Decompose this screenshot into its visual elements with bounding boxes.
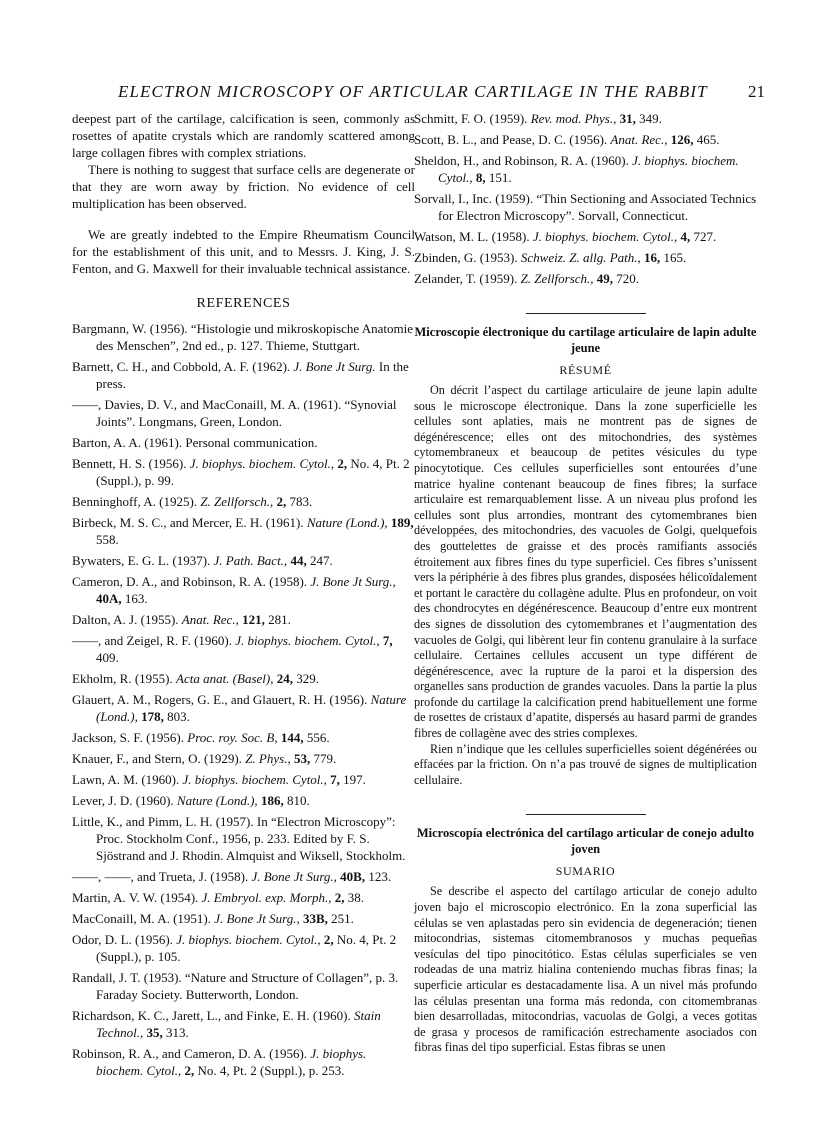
reference-entry bbox=[72, 552, 415, 569]
reference-authors: Schmitt, F. O. (1959). bbox=[414, 111, 528, 126]
reference-details: 281. bbox=[268, 612, 291, 627]
reference-details: 727. bbox=[693, 229, 717, 244]
reference-details: 197. bbox=[343, 772, 366, 787]
reference-volume: 178, bbox=[141, 709, 164, 724]
reference-volume: 53, bbox=[293, 751, 311, 766]
reference-volume: 40B, bbox=[340, 869, 366, 884]
reference-details: 163. bbox=[124, 591, 148, 606]
reference-list-continued bbox=[414, 110, 757, 287]
reference-authors: ——, Davies, D. V., and MacConaill, M. A. (1961). “Synovial Joints”. Longmans, Green, London. bbox=[72, 397, 397, 429]
reference-journal: Stain Technol., bbox=[96, 1008, 381, 1040]
reference-details: 409. bbox=[96, 650, 119, 665]
reference-journal: J. biophys. biochem. Cytol., bbox=[176, 932, 321, 947]
reference-authors: Richardson, K. C., Jarett, L., and Finke, E. H. (1960). bbox=[72, 1008, 351, 1023]
reference-authors: MacConaill, M. A. (1951). bbox=[72, 911, 212, 926]
reference-entry bbox=[72, 792, 415, 809]
reference-journal: J. biophys. biochem. Cytol., bbox=[96, 1046, 367, 1078]
reference-details: 783. bbox=[289, 494, 313, 509]
references-heading: REFERENCES bbox=[196, 296, 291, 311]
reference-journal: Anat. Rec., bbox=[610, 132, 668, 147]
reference-entry bbox=[72, 573, 415, 607]
reference-entry bbox=[414, 249, 757, 266]
page-number: 21 bbox=[748, 82, 765, 101]
reference-details: 349. bbox=[639, 111, 662, 126]
spanish-abstract-title: Microscopía electrónica del cartílago articular de conejo adulto joven bbox=[416, 826, 755, 857]
reference-list bbox=[72, 320, 415, 1079]
reference-authors: Sorvall, I., Inc. (1959). “Thin Sectioning and Associated Technics for Electron Microscopy”. Sorvall, Connecticut. bbox=[414, 191, 757, 223]
reference-volume: 31, bbox=[619, 111, 636, 126]
reference-authors: Zbinden, G. (1953). bbox=[414, 250, 518, 265]
reference-entry bbox=[72, 910, 415, 927]
running-header bbox=[0, 82, 816, 106]
reference-authors: Watson, M. L. (1958). bbox=[414, 229, 530, 244]
spanish-abstract-label: SUMARIO bbox=[555, 864, 616, 879]
reference-details: 151. bbox=[488, 170, 512, 185]
reference-journal: J. Path. Bact., bbox=[213, 553, 288, 568]
reference-volume: 40A, bbox=[96, 591, 122, 606]
reference-volume: 2, bbox=[323, 932, 334, 947]
reference-entry bbox=[72, 493, 415, 510]
reference-entry bbox=[72, 455, 415, 489]
reference-journal: Z. Phys., bbox=[245, 751, 291, 766]
reference-authors: Lawn, A. M. (1960). bbox=[72, 772, 180, 787]
reference-authors: Benninghoff, A. (1925). bbox=[72, 494, 198, 509]
left-column bbox=[72, 110, 415, 1083]
reference-entry bbox=[72, 670, 415, 687]
reference-entry bbox=[414, 152, 757, 186]
reference-authors: ——, and Zeigel, R. F. (1960). bbox=[72, 633, 232, 648]
reference-authors: Barnett, C. H., and Cobbold, A. F. (1962). bbox=[72, 359, 291, 374]
reference-entry bbox=[72, 358, 415, 392]
reference-details: 38. bbox=[347, 890, 364, 905]
reference-details: 803. bbox=[167, 709, 190, 724]
reference-journal: J. biophys. biochem. Cytol., bbox=[235, 633, 380, 648]
reference-details: 558. bbox=[96, 532, 119, 547]
reference-details: 247. bbox=[309, 553, 333, 568]
reference-details: 465. bbox=[696, 132, 720, 147]
reference-entry bbox=[72, 396, 415, 430]
reference-entry bbox=[72, 813, 415, 864]
reference-authors: ——, ——, and Trueta, J. (1958). bbox=[72, 869, 249, 884]
reference-entry bbox=[72, 868, 415, 885]
reference-authors: Odor, D. L. (1956). bbox=[72, 932, 173, 947]
reference-journal: Nature (Lond.), bbox=[96, 692, 407, 724]
reference-authors: Bywaters, E. G. L. (1937). bbox=[72, 553, 211, 568]
reference-volume: 7, bbox=[330, 772, 340, 787]
reference-volume: 126, bbox=[670, 132, 694, 147]
reference-entry bbox=[72, 434, 415, 451]
reference-authors: Cameron, D. A., and Robinson, R. A. (1958). bbox=[72, 574, 308, 589]
french-abstract-title: Microscopie électronique du cartilage articulaire de lapin adulte jeune bbox=[414, 325, 757, 355]
reference-details: 313. bbox=[165, 1025, 189, 1040]
reference-entry bbox=[72, 1045, 415, 1079]
reference-journal: J. Bone Jt Surg., bbox=[214, 911, 300, 926]
reference-details: In the press. bbox=[96, 359, 409, 391]
reference-authors: Jackson, S. F. (1956). bbox=[72, 730, 184, 745]
reference-volume: 7, bbox=[382, 633, 393, 648]
reference-authors: Little, K., and Pimm, L. H. (1957). In “Electron Microscopy”: Proc. Stockholm Conf., 1956, p. 233. Edited by F. S. Sjöstrand and J. Rhodin. Almquist and Wiksell, Stockholm. bbox=[72, 814, 406, 863]
reference-entry bbox=[72, 1007, 415, 1041]
section-divider bbox=[526, 313, 646, 314]
reference-volume: 144, bbox=[280, 730, 304, 745]
reference-journal: Nature (Lond.), bbox=[306, 515, 388, 530]
section-divider bbox=[526, 814, 646, 815]
reference-authors: Barton, A. A. (1961). Personal communication. bbox=[72, 435, 318, 450]
spanish-abstract-body: Se describe el aspecto del cartílago articular de conejo adulto joven bajo el microscopio electrónico. En la zona superficial las células se ven aplastadas pero sin evidencia de degeneración; tienen mitocondrias, sistemas citomembranosos y muchas pequeñas vesículas del tipo pinocitótico. Estas células superficiales se ven rodeadas de una matriz hialina conteniendo muchas fibras finas; la superficie articular es destacadamente lisa. A un nivel más profundo las células presentan una forma más redonda, con citomembranas bien desarrolladas, mitocondrias, vacuolas de Golgi, a veces gotitas de grasa y procesos de ramificación estrechamente asociados con fibras finas del tipo superficial. Estas fibras se unen bbox=[414, 884, 757, 1055]
reference-details: 779. bbox=[313, 751, 337, 766]
reference-authors: Zelander, T. (1959). bbox=[414, 271, 518, 286]
reference-entry bbox=[414, 110, 757, 127]
reference-entry bbox=[72, 969, 415, 1003]
reference-details: No. 4, Pt. 2 (Suppl.), p. 253. bbox=[197, 1063, 345, 1078]
reference-journal: J. Embryol. exp. Morph., bbox=[201, 890, 332, 905]
reference-entry bbox=[414, 228, 757, 245]
reference-entry bbox=[72, 889, 415, 906]
reference-journal: Z. Zellforsch., bbox=[520, 271, 594, 286]
reference-journal: J. biophys. biochem. Cytol., bbox=[532, 229, 678, 244]
reference-entry bbox=[72, 632, 415, 666]
reference-entry bbox=[72, 729, 415, 746]
reference-volume: 2, bbox=[276, 494, 287, 509]
reference-volume: 2, bbox=[334, 890, 345, 905]
reference-journal: J. Bone Jt Surg., bbox=[310, 574, 396, 589]
reference-volume: 121, bbox=[242, 612, 265, 627]
reference-details: 123. bbox=[368, 869, 392, 884]
reference-journal: Schweiz. Z. allg. Path., bbox=[520, 250, 641, 265]
reference-journal: J. Bone Jt Surg., bbox=[251, 869, 337, 884]
reference-volume: 16, bbox=[644, 250, 661, 265]
reference-volume: 44, bbox=[290, 553, 307, 568]
reference-journal: Nature (Lond.), bbox=[176, 793, 258, 808]
reference-authors: Knauer, F., and Stern, O. (1929). bbox=[72, 751, 242, 766]
running-title: ELECTRON MICROSCOPY OF ARTICULAR CARTILAGE IN THE RABBIT bbox=[118, 82, 708, 101]
reference-authors: Sheldon, H., and Robinson, R. A. (1960). bbox=[414, 153, 629, 168]
reference-volume: 35, bbox=[146, 1025, 163, 1040]
reference-entry bbox=[414, 270, 757, 287]
reference-volume: 8, bbox=[475, 170, 486, 185]
reference-journal: Anat. Rec., bbox=[181, 612, 239, 627]
reference-volume: 24, bbox=[276, 671, 293, 686]
reference-details: 251. bbox=[331, 911, 354, 926]
reference-entry bbox=[72, 611, 415, 628]
reference-authors: Birbeck, M. S. C., and Mercer, E. H. (1961). bbox=[72, 515, 304, 530]
reference-volume: 4, bbox=[680, 229, 691, 244]
reference-authors: Martin, A. V. W. (1954). bbox=[72, 890, 199, 905]
reference-entry bbox=[72, 691, 415, 725]
reference-authors: Ekholm, R. (1955). bbox=[72, 671, 173, 686]
reference-details: 165. bbox=[663, 250, 687, 265]
french-abstract-body-2: Rien n’indique que les cellules superficielles soient dégénérées ou effacées par la friction. On n’a pas trouvé de signes de multiplication cellulaire. bbox=[414, 741, 757, 787]
reference-entry bbox=[72, 320, 415, 354]
reference-volume: 2, bbox=[337, 456, 348, 471]
reference-entry bbox=[72, 750, 415, 767]
reference-details: 329. bbox=[296, 671, 319, 686]
reference-authors: Bennett, H. S. (1956). bbox=[72, 456, 187, 471]
reference-volume: 49, bbox=[596, 271, 614, 286]
body-paragraph: deepest part of the cartilage, calcification is seen, commonly as rosettes of apatite crystals which are randomly scattered among large collagen fibres with complex striations. bbox=[72, 111, 415, 160]
reference-journal: Acta anat. (Basel), bbox=[176, 671, 274, 686]
reference-details: 810. bbox=[286, 793, 310, 808]
reference-entry bbox=[72, 771, 415, 788]
reference-authors: Glauert, A. M., Rogers, G. E., and Glauert, R. H. (1956). bbox=[72, 692, 368, 707]
reference-journal: J. Bone Jt Surg. bbox=[293, 359, 376, 374]
reference-authors: Lever, J. D. (1960). bbox=[72, 793, 174, 808]
reference-authors: Randall, J. T. (1953). “Nature and Structure of Collagen”, p. 3. Faraday Society. Butterworth, London. bbox=[72, 970, 399, 1002]
reference-journal: J. biophys. biochem. Cytol., bbox=[438, 153, 739, 185]
reference-journal: Rev. mod. Phys., bbox=[530, 111, 617, 126]
french-abstract-body: On décrit l’aspect du cartilage articulaire de jeune lapin adulte sous le microscope électronique. Dans la zone superficielle les cellules sont aplaties, mais ne montrent pas de signes de dégénérescence; elles ont des mitochondries, des systèmes cytomembraneux et beaucoup de petites vésicules du type pinocytotique. Ces cellules superficielles sont entourées d’une matrice hyaline contenant beaucoup de fines fibres; la surface articulaire est remarquablement lisse. A un niveau plus profond les cellules sont plus arrondies, montrant des cytomembranes bien développées, des mitochondries, des vacuoles de Golgi, quelquefois des gouttelettes de graisse et des procès ramifiants associés étroitement aux fibres fines du type superficiel. Ces fibres s’unissent vers la périphérie à des fibres plus grandes, disposées hélicoïdalement et portant le caractère du collagène adulte. Plus en profondeur, on voit des chondrocytes en dégénérescence. Beaucoup d’entre eux montrent des signes de dissolution des cytomembranes et l’augmentation des vacuoles de Golgi, qui libèrent leur fin contenu granulaire à la surface cellulaire. Certaines cellules accusent un type différent de dégénérescence, avec la rupture de la paroi et la dispersion des organelles sans production de grandes vacuoles. Dans la partie la plus profonde du cartilage la calcification prend habituellement une forme de rosettes de cristaux d’apatite, dispersés au hasard parmi de grandes fibres de collagène avec des stries complexes. bbox=[414, 383, 757, 741]
reference-details: 556. bbox=[306, 730, 330, 745]
reference-authors: Dalton, A. J. (1955). bbox=[72, 612, 179, 627]
reference-entry bbox=[414, 131, 757, 148]
reference-journal: Z. Zellforsch., bbox=[200, 494, 274, 509]
reference-journal: J. biophys. biochem. Cytol., bbox=[182, 772, 327, 787]
right-column bbox=[414, 110, 757, 1056]
reference-authors: Robinson, R. A., and Cameron, D. A. (1956). bbox=[72, 1046, 308, 1061]
reference-authors: Bargmann, W. (1956). “Histologie und mikroskopische Anatomie des Menschen”, 2nd ed., p. 127. Thieme, Stuttgart. bbox=[72, 321, 413, 353]
reference-entry bbox=[414, 190, 757, 224]
reference-details: 720. bbox=[616, 271, 640, 286]
french-abstract-label: RÉSUMÉ bbox=[559, 363, 612, 377]
reference-volume: 33B, bbox=[302, 911, 328, 926]
reference-entry bbox=[72, 931, 415, 965]
reference-journal: Proc. roy. Soc. B, bbox=[187, 730, 278, 745]
reference-authors: Scott, B. L., and Pease, D. C. (1956). bbox=[414, 132, 608, 147]
reference-journal: J. biophys. biochem. Cytol., bbox=[189, 456, 335, 471]
acknowledgement: We are greatly indebted to the Empire Rheumatism Council for the establishment of this unit, and to Messrs. J. King, J. S. Fenton, and G. Maxwell for their invaluable technical assistance. bbox=[72, 227, 415, 276]
reference-volume: 2, bbox=[184, 1063, 195, 1078]
reference-details: No. 4, Pt. 2 (Suppl.), p. 99. bbox=[96, 456, 410, 488]
reference-volume: 186, bbox=[260, 793, 284, 808]
reference-volume: 189, bbox=[390, 515, 414, 530]
body-paragraph: There is nothing to suggest that surface cells are degenerate or that they are worn away by friction. No evidence of cell multiplication has been observed. bbox=[72, 162, 415, 211]
reference-entry bbox=[72, 514, 415, 548]
reference-details: No. 4, Pt. 2 (Suppl.), p. 105. bbox=[96, 932, 397, 964]
